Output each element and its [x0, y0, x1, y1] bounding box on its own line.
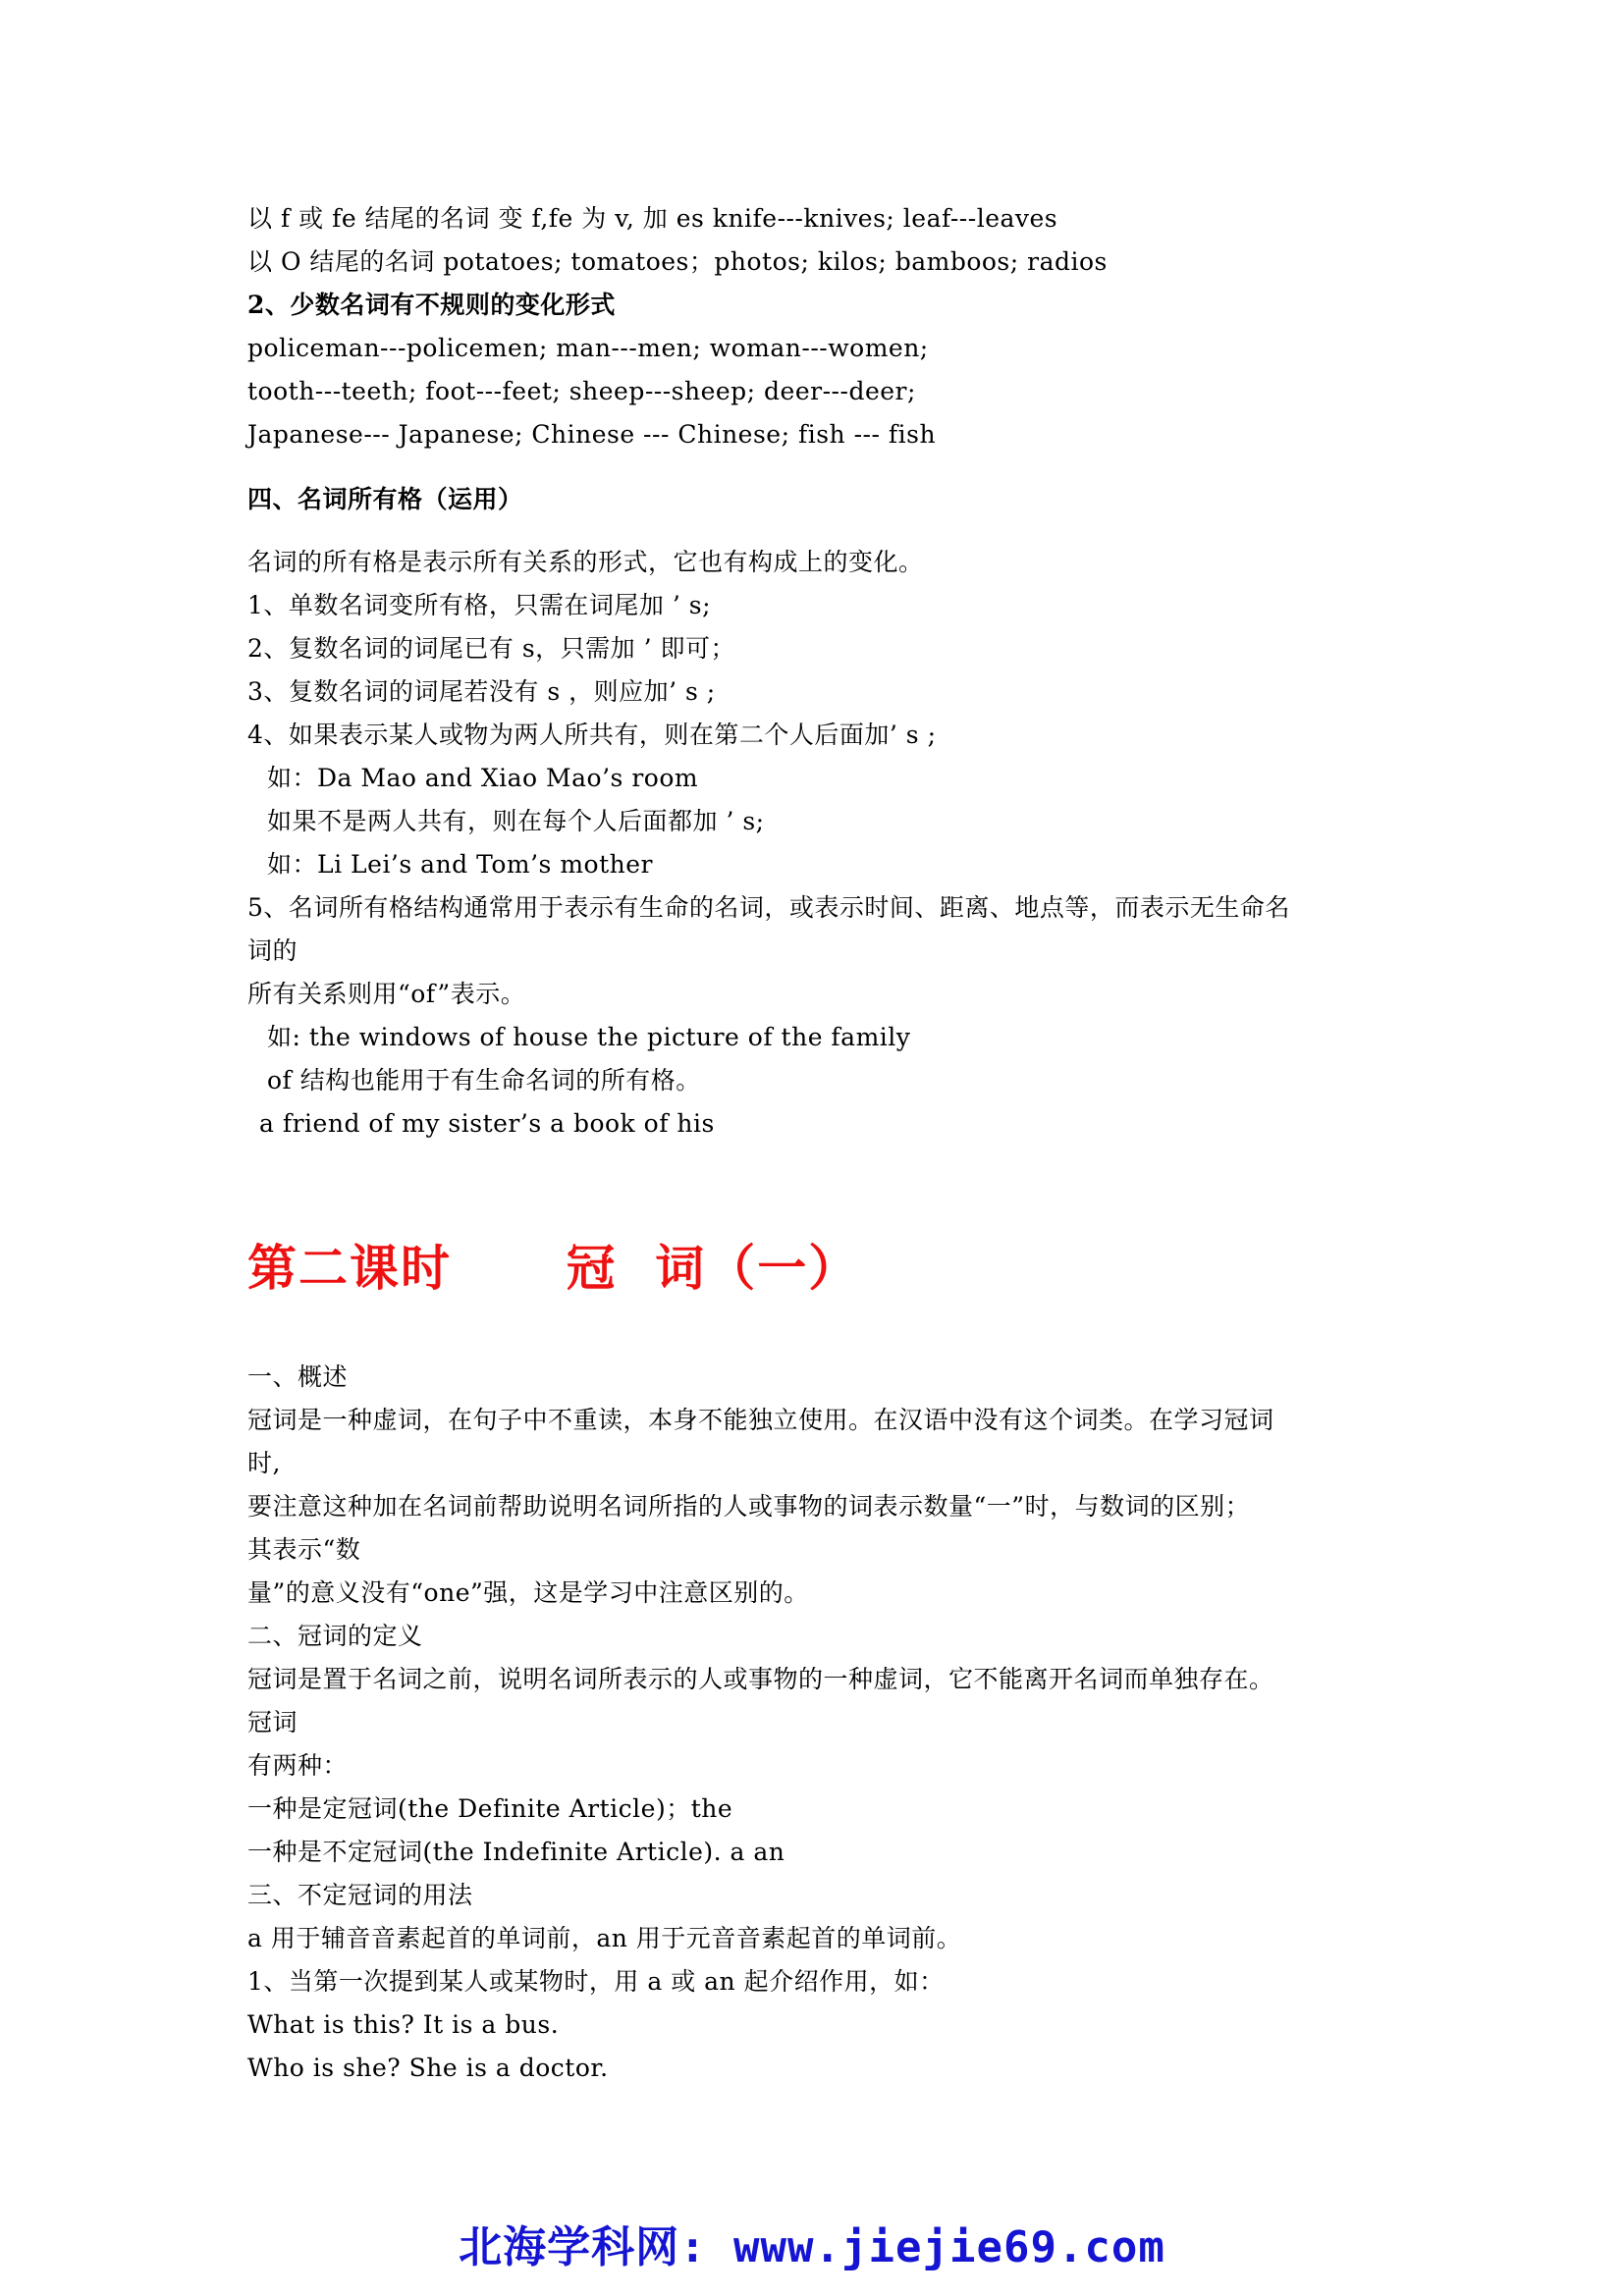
plural-f-fe-rule: 以 f 或 fe 结尾的名词 变 f,fe 为 v, 加 es knife---knives; leaf---leaves [247, 204, 1058, 233]
footer-website-link[interactable]: 北海学科网: www.jiejie69.com [459, 2222, 1165, 2272]
irregular-plural-examples-3: Japanese--- Japanese; Chinese --- Chinese; fish --- fish [247, 420, 937, 449]
definition-para-line-1: 冠词是置于名词之前，说明名词所表示的人或事物的一种虚词，它不能离开名词而单独存在。 [247, 1665, 1274, 1693]
indefinite-example-1: What is this? It is a bus. [247, 2010, 560, 2039]
possessive-example-5: 如: the windows of house the picture of the family [267, 1023, 911, 1051]
indefinite-usage-item-1: 1、当第一次提到某人或某物时，用 a 或 an 起介绍作用，如： [247, 1967, 945, 1996]
possessive-note-5: of 结构也能用于有生命名词的所有格。 [267, 1066, 701, 1095]
overview-para-2-line-2: 其表示“数 [247, 1535, 361, 1564]
overview-heading: 一、概述 [247, 1362, 349, 1391]
definition-para-line-3: 有两种： [247, 1751, 349, 1780]
overview-para-2-line-1: 要注意这种加在名词前帮助说明名词所指的人或事物的词表示数量“一”时，与数词的区别； [247, 1492, 1251, 1521]
possessive-intro: 名词的所有格是表示所有关系的形式，它也有构成上的变化。 [247, 548, 924, 576]
irregular-plural-examples-2: tooth---teeth; foot---feet; sheep---sheep; deer---deer; [247, 377, 916, 405]
indefinite-article-line: 一种是不定冠词(the Indefinite Article). a an [247, 1838, 785, 1866]
overview-para-1-line-1: 冠词是一种虚词，在句子中不重读，本身不能独立使用。在汉语中没有这个词类。在学习冠词 [247, 1406, 1274, 1434]
possessive-rule-4: 4、如果表示某人或物为两人所共有，则在第二个人后面加’ s ; [247, 721, 937, 749]
definition-heading: 二、冠词的定义 [247, 1622, 423, 1650]
possessive-rule-5-line-2: 词的 [247, 936, 298, 965]
overview-para-1-line-2: 时, [247, 1449, 281, 1477]
possessive-rule-1: 1、单数名词变所有格，只需在词尾加 ’ s; [247, 591, 711, 619]
possessive-rule-2: 2、复数名词的词尾已有 s，只需加 ’ 即可； [247, 634, 736, 663]
possessive-example-4b: 如：Li Lei’s and Tom’s mother [267, 850, 653, 879]
lesson-2-title: 第二课时 冠 词（一） [247, 1239, 860, 1297]
possessive-rule-5-line-3: 所有关系则用“of”表示。 [247, 980, 526, 1008]
a-an-rule: a 用于辅音音素起首的单词前，an 用于元音音素起首的单词前。 [247, 1924, 962, 1952]
definition-para-line-2: 冠词 [247, 1708, 298, 1736]
irregular-plural-examples-1: policeman---policemen; man---men; woman---women; [247, 334, 929, 362]
definite-article-line: 一种是定冠词(the Definite Article)；the [247, 1794, 733, 1823]
possessive-note-4: 如果不是两人共有，则在每个人后面都加 ’ s; [267, 807, 765, 835]
possessive-section-heading: 四、名词所有格（运用） [247, 485, 523, 513]
indefinite-usage-heading: 三、不定冠词的用法 [247, 1881, 473, 1909]
irregular-plural-heading: 2、少数名词有不规则的变化形式 [247, 291, 616, 319]
possessive-example-4a: 如：Da Mao and Xiao Mao’s room [267, 764, 699, 792]
possessive-example-5b: a friend of my sister’s a book of his [259, 1109, 715, 1138]
possessive-rule-5-line-1: 5、名词所有格结构通常用于表示有生命的名词，或表示时间、距离、地点等，而表示无生命名 [247, 893, 1290, 922]
possessive-rule-3: 3、复数名词的词尾若没有 s ，则应加’ s ; [247, 677, 716, 706]
plural-o-rule: 以 O 结尾的名词 potatoes; tomatoes；photos; kilos; bamboos; radios [247, 247, 1108, 276]
overview-para-2-line-3: 量”的意义没有“one”强，这是学习中注意区别的。 [247, 1578, 809, 1607]
indefinite-example-2: Who is she? She is a doctor. [247, 2054, 609, 2082]
